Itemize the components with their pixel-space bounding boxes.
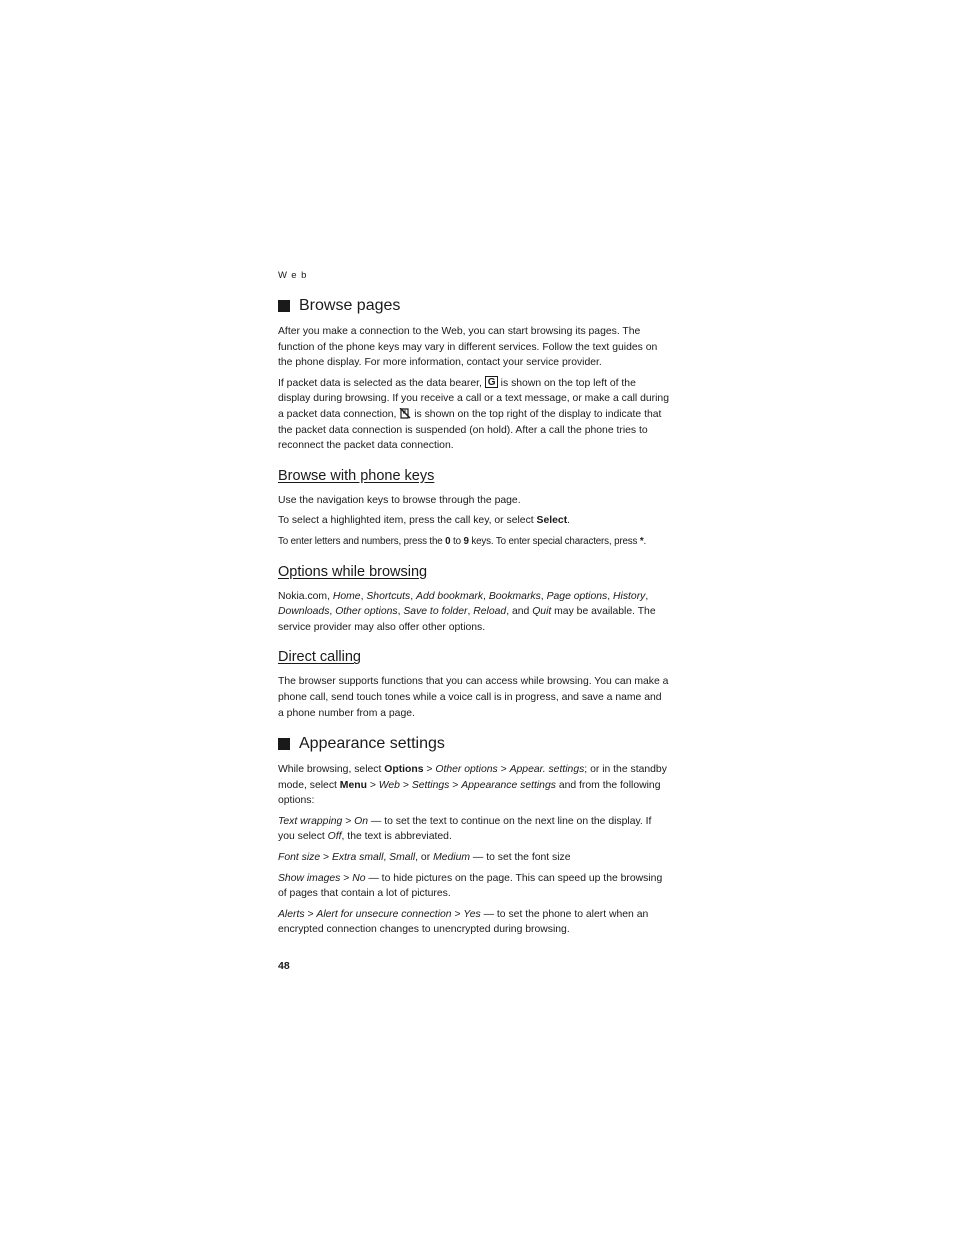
text: and from the following options: (278, 779, 661, 807)
option-item: Shortcuts (366, 590, 411, 602)
option-item: Page options (546, 590, 608, 602)
option-value: Extra small (332, 852, 384, 864)
text: , or (415, 852, 434, 864)
text: is shown on the top right of the display to indicate that the packet data connection is suspended (on hold). After a call the phone tries to reconnect the packet data connection. (278, 408, 662, 452)
option-value: Alert for unsecure connection (316, 908, 452, 920)
option-item: Add bookmark (416, 590, 484, 602)
section-heading-browse-pages (278, 297, 670, 315)
option-value: On (354, 815, 369, 827)
paragraph (278, 762, 670, 809)
paragraph: Use the navigation keys to browse through the page. (278, 494, 521, 506)
section-heading-appearance-settings (278, 735, 670, 753)
manual-page (278, 270, 670, 972)
text: > (366, 779, 379, 791)
paragraph: The browser supports functions that you can access while browsing. You can make a phone call, send touch tones while a voice call is in progress, and save a name and a phone number from a page. (278, 676, 669, 719)
paragraph-font-size (278, 850, 670, 866)
paragraph (278, 513, 670, 529)
text: may be available. The service provider may also offer other options. (278, 606, 656, 633)
paragraph-alerts (278, 907, 670, 938)
heading-bullet-icon (278, 738, 290, 750)
text: > (320, 852, 332, 864)
text: To enter letters and numbers, press the (278, 535, 446, 547)
text: > (340, 872, 353, 884)
menu-path-item: Other options (435, 764, 498, 776)
subheading-direct-calling: Direct calling (278, 649, 361, 666)
text: > (449, 779, 462, 791)
option-item: Quit (532, 606, 552, 618)
text: . (567, 515, 571, 527)
paragraph-show-images (278, 871, 670, 902)
paragraph: After you make a connection to the Web, you can start browsing its pages. The function of the phone keys may vary in different services. Follow the text guides on the phone display. For more information, contact your service provider. (278, 326, 658, 369)
text: > (497, 764, 510, 776)
text: > (342, 815, 355, 827)
text: While browsing, select (278, 764, 385, 776)
option-value: Medium (433, 852, 471, 864)
section-title: Appearance settings (299, 735, 445, 753)
menu-path-item: Settings (411, 779, 450, 791)
packet-data-suspended-icon (399, 408, 411, 419)
text: — to set the font size (470, 852, 571, 864)
text: , the text is abbreviated. (341, 831, 452, 843)
text: — to hide pictures on the page. This can speed up the browsing of pages that contain a lot of pictures. (278, 872, 663, 900)
menu-path-item: Web (378, 779, 400, 791)
key-star: * (639, 535, 644, 547)
select-command: Select (536, 515, 568, 527)
text: . (643, 535, 647, 547)
option-item: Reload (473, 606, 507, 618)
text: to (450, 535, 464, 547)
option-label: Text wrapping (278, 815, 343, 827)
section-title: Browse pages (299, 297, 401, 314)
option-item: Save to folder (403, 606, 468, 618)
running-head: Web (278, 270, 311, 281)
text: > (304, 908, 317, 920)
key-nine: 9 (463, 535, 469, 547)
text: > (451, 908, 464, 920)
subheading-options-while-browsing: Options while browsing (278, 563, 428, 580)
paragraph (278, 376, 670, 454)
text: — to set the text to continue on the next line on the display. If you select (278, 815, 652, 843)
subheading-browse-with-phone-keys: Browse with phone keys (278, 467, 435, 484)
option-value: Yes (463, 908, 481, 920)
option-label: Font size (278, 852, 321, 864)
text: If packet data is selected as the data bearer, (278, 377, 485, 389)
page-number: 48 (278, 960, 290, 973)
option-label: Show images (278, 872, 341, 884)
option-item: Downloads (278, 606, 330, 618)
text: > (423, 764, 436, 776)
menu-command: Menu (339, 779, 367, 791)
text: , and (506, 606, 533, 618)
text: keys. To enter special characters, press (468, 535, 640, 547)
option-item: Other options (335, 606, 398, 618)
text: , (383, 852, 390, 864)
option-value: Small (389, 852, 416, 864)
paragraph (278, 534, 670, 550)
option-label: Alerts (278, 908, 305, 920)
option-value: Off (327, 831, 342, 843)
text: > (399, 779, 412, 791)
option-value: No (352, 872, 366, 884)
text: is shown on the top left of the display during browsing. If you receive a call or a text message, or make a call during a packet data connection, (278, 377, 669, 420)
paragraph-text-wrapping (278, 814, 670, 845)
text: To select a highlighted item, press the call key, or select (278, 515, 537, 527)
heading-bullet-icon (278, 300, 290, 312)
option-item: Bookmarks (488, 590, 541, 602)
paragraph: Nokia.com, Home, Shortcuts, Add bookmark, Bookmarks, Page options, History, Downloads, Other options, Save to folder, Reload, and Quit may be available. The service provider may also offer other options. (278, 590, 656, 633)
option-item: Home (332, 590, 361, 602)
options-command: Options (384, 764, 424, 776)
menu-path-item: Appear. settings (509, 764, 585, 776)
text: — to set the phone to alert when an encrypted connection changes to unencrypted during browsing. (278, 908, 649, 936)
key-zero: 0 (445, 535, 451, 547)
option-item: History (613, 590, 646, 602)
menu-path-item: Appearance settings (461, 779, 556, 791)
text: Nokia.com, (278, 590, 333, 602)
text: ; or in the standby mode, select (278, 764, 667, 791)
packet-data-g-icon (485, 376, 498, 388)
